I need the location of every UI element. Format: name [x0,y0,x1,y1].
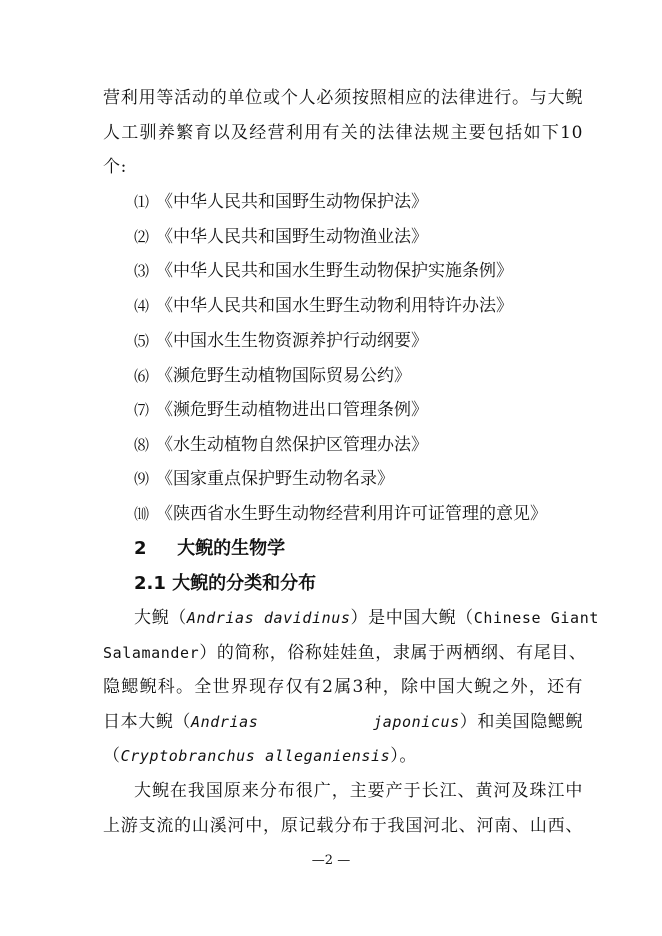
section-number: 2 [134,538,147,559]
page-number: —2 — [311,853,351,868]
list-item-number: ⑽ [134,505,150,523]
list-item-number: ⑷ [134,297,150,315]
paragraph-1-line-2: 人工驯养繁育以及经营利用有关的法律法规主要包括如下10 [103,123,583,143]
list-item-title: 《陕西省水生野生动物经营利用许可证管理的意见》 [156,504,547,524]
text-segment: ）是中国大鲵（ [350,608,474,628]
list-item-number: ⑴ [134,193,150,211]
list-item-title: 《中华人民共和国水生野生动物利用特许办法》 [156,296,513,316]
list-item [134,190,428,214]
list-item-title: 《中华人民共和国野生动物保护法》 [156,192,428,212]
paragraph-2-line-2 [103,641,587,665]
subsection-number: 2.1 [134,573,166,594]
paragraph-1-line-3: 个: [103,157,127,177]
text-segment: 大鲵（ [134,608,187,628]
subsection-heading [134,572,316,596]
list-item [134,225,428,249]
list-item-number: ⑸ [134,332,150,350]
list-item [134,433,428,457]
list-item [134,467,394,491]
list-item-title: 《中华人民共和国野生动物渔业法》 [156,227,428,247]
text-segment: （ [103,746,121,766]
list-item-number: ⑵ [134,228,150,246]
section-heading [134,537,285,561]
list-item [134,364,411,388]
list-item-number: ⑹ [134,367,150,385]
scientific-name: Cryptobranchus alleganiensis [120,747,391,765]
paragraph-2-line-3: 隐鳃鲵科。全世界现存仅有2属3种，除中国大鲵之外，还有 [103,677,583,697]
list-item-title: 《国家重点保护野生动物名录》 [156,469,394,489]
paragraph-2-line-4 [103,710,583,734]
list-item [134,398,428,422]
text-segment: 日本大鲵（ [103,712,191,732]
list-item-title: 《濒危野生动植物国际贸易公约》 [156,366,411,386]
text-segment: ）。 [390,746,417,766]
list-item [134,259,513,283]
paragraph-2-line-5 [103,744,583,768]
list-item-title: 《濒危野生动植物进出口管理条例》 [156,400,428,420]
english-name: Salamander [103,644,200,662]
scientific-name: Andrias davidinus [186,609,351,627]
paragraph-2-line-1 [134,606,599,630]
paragraph-3-line-2: 上游支流的山溪河中，原记载分布于我国河北、河南、山西、 [103,816,583,836]
scientific-name: Andrias [191,713,259,731]
scientific-name: japonicus [373,713,460,731]
list-item [134,329,428,353]
paragraph-1-line-1: 营利用等活动的单位或个人必须按照相应的法律进行。与大鲵 [103,88,583,108]
list-item-title: 《中国水生生物资源养护行动纲要》 [156,331,428,351]
list-item-number: ⑻ [134,436,150,454]
subsection-title: 大鲵的分类和分布 [172,573,317,594]
list-item [134,294,513,318]
list-item [134,502,547,526]
list-item-number: ⑼ [134,470,150,488]
list-item-title: 《中华人民共和国水生野生动物保护实施条例》 [156,261,513,281]
list-item-number: ⑶ [134,262,150,280]
english-name: Chinese Giant [473,609,599,627]
text-segment: ）的简称，俗称娃娃鱼，隶属于两栖纲、有尾目、 [199,643,587,663]
list-item-number: ⑺ [134,401,150,419]
paragraph-3-line-1: 大鲵在我国原来分布很广，主要产于长江、黄河及珠江中 [134,781,583,801]
list-item-title: 《水生动植物自然保护区管理办法》 [156,435,428,455]
section-title: 大鲵的生物学 [177,538,286,559]
text-segment: ）和美国隐鳃鲵 [459,712,583,732]
